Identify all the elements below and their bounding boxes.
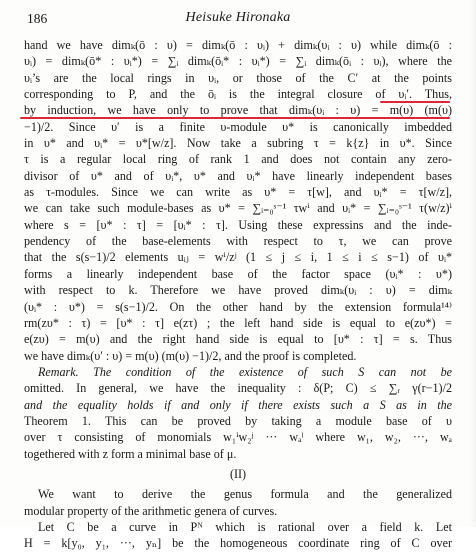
text-line-content: by induction, we have only to prove that dimₖ(υᵢ : υ) = m(υ) (m(υ) <box>24 103 452 118</box>
section-line: H = k[y₀, y₁, ···, yₙ] be the homogeneous coordinate ring of C over <box>24 536 452 551</box>
text-line: hand we have dimₖ(ō : υ) = dimₖ(ō : υᵢ) + dimₖ(υᵢ : υ) while dimₖ(ō : <box>24 38 452 52</box>
remark-line: Remark. The condition of the existence of such S can not be <box>38 364 452 379</box>
text-line: τ is a regular local ring of rank 1 and does not contain any zero- <box>24 152 452 167</box>
text-line: that the s(s−1)/2 elements uᵢⱼ = wⁱ/zʲ (1 ≤ j ≤ i, 1 ≤ i ≤ s−1) of υᵢ* <box>24 250 452 265</box>
text-line: in υ* and υᵢ* = υ*[w/z]. Now take a subring τ = k{z} in υ*. Since <box>24 136 452 151</box>
text-line: υᵢ) = dimₖ(ō* : υᵢ*) = ∑ᵢ dimₖ(ōᵢ* : υᵢ*) = ∑ᵢ dimₖ(ōᵢ : υᵢ), where the <box>24 54 452 69</box>
text-line: υᵢ’s are the local rings in υᵢ, or those of the C′ at the points <box>24 70 452 85</box>
page-header <box>24 9 452 29</box>
text-line: (υᵢ* : υ*) = s(s−1)/2. On the other hand by the extension formula¹⁴⁾ <box>24 299 452 314</box>
text-line: we can take such module-bases as υ* = ∑ᵢ₌₀ˢ⁻¹ τwⁱ and υᵢ* = ∑ᵢ₌₀ˢ⁻¹ τ(w/z)ⁱ <box>24 201 452 216</box>
remark-line: and the equality holds if and only if there exists such a S as in the <box>24 397 452 412</box>
text-line-underlined <box>24 86 452 102</box>
text-line: as τ-modules. Since we can write as υ* = τ[w], and υᵢ* = τ[w/z], <box>24 185 452 200</box>
text-line: with respect to k. Therefore we have proved dimₖ(υᵢ : υ) = dimₖ <box>24 283 452 298</box>
text-line: divisor of υ* and of υᵢ*, υ* and υᵢ* have linearly independent bases <box>24 168 452 183</box>
text-line: e(zυ) = m(υ) and the right hand side is equal to [υ* : τ] = s. Thus <box>24 332 452 347</box>
remark-line: togethered with z form a minimal base of μ. <box>24 446 237 461</box>
section-heading: (II) <box>229 466 247 481</box>
text-line: rm(zυ* : τ) = [υ* : τ] e(zτ) ; the left hand side is equal to e(zυ*) = <box>24 315 452 330</box>
text-line-underlined <box>24 102 452 118</box>
body-text <box>24 37 452 552</box>
remark-line: Theorem 1. This can be proved by taking a module base of υ <box>24 413 452 428</box>
text-line: pendency of the base-elements with respect to τ, we can prove <box>24 234 452 249</box>
text-line-content: corresponding to P, and the ōᵢ is the integral closure of υᵢ′. Thus, <box>24 87 452 102</box>
remark-line: omitted. In general, we have the inequality : δ(P; C) ≤ ∑ᵣ γ(r−1)/2 <box>24 381 452 396</box>
text-line: −1)/2. Since υ′ is a finite υ-module υ* is canonically imbedded <box>24 119 452 134</box>
scan-shadow <box>470 0 476 527</box>
text-line: where s = [υ* : τ] = [υᵢ* : τ]. Using these expressins and the inde- <box>24 217 452 232</box>
text-line: we have dimₖ(υ′ : υ) = m(υ) (m(υ) −1)/2, and the proof is completed. <box>24 348 357 363</box>
section-line: modular property of the arithmetic genera of curves. <box>24 503 278 518</box>
running-head: Heisuke Hironaka <box>185 10 291 25</box>
page-number: 186 <box>27 11 48 26</box>
section-line: Let C be a curve in Pᴺ which is rational over a field k. Let <box>38 519 452 534</box>
remark-line: over τ consisting of monomials w₁ⁱw₂ʲ ··· wₐˡ where w₁, w₂, ···, wₐ <box>24 430 452 445</box>
section-line: We want to derive the genus formula and the generalized <box>38 487 452 502</box>
text-line: forms a linearly independent base of the factor space (υᵢ* : υ*) <box>24 266 452 281</box>
